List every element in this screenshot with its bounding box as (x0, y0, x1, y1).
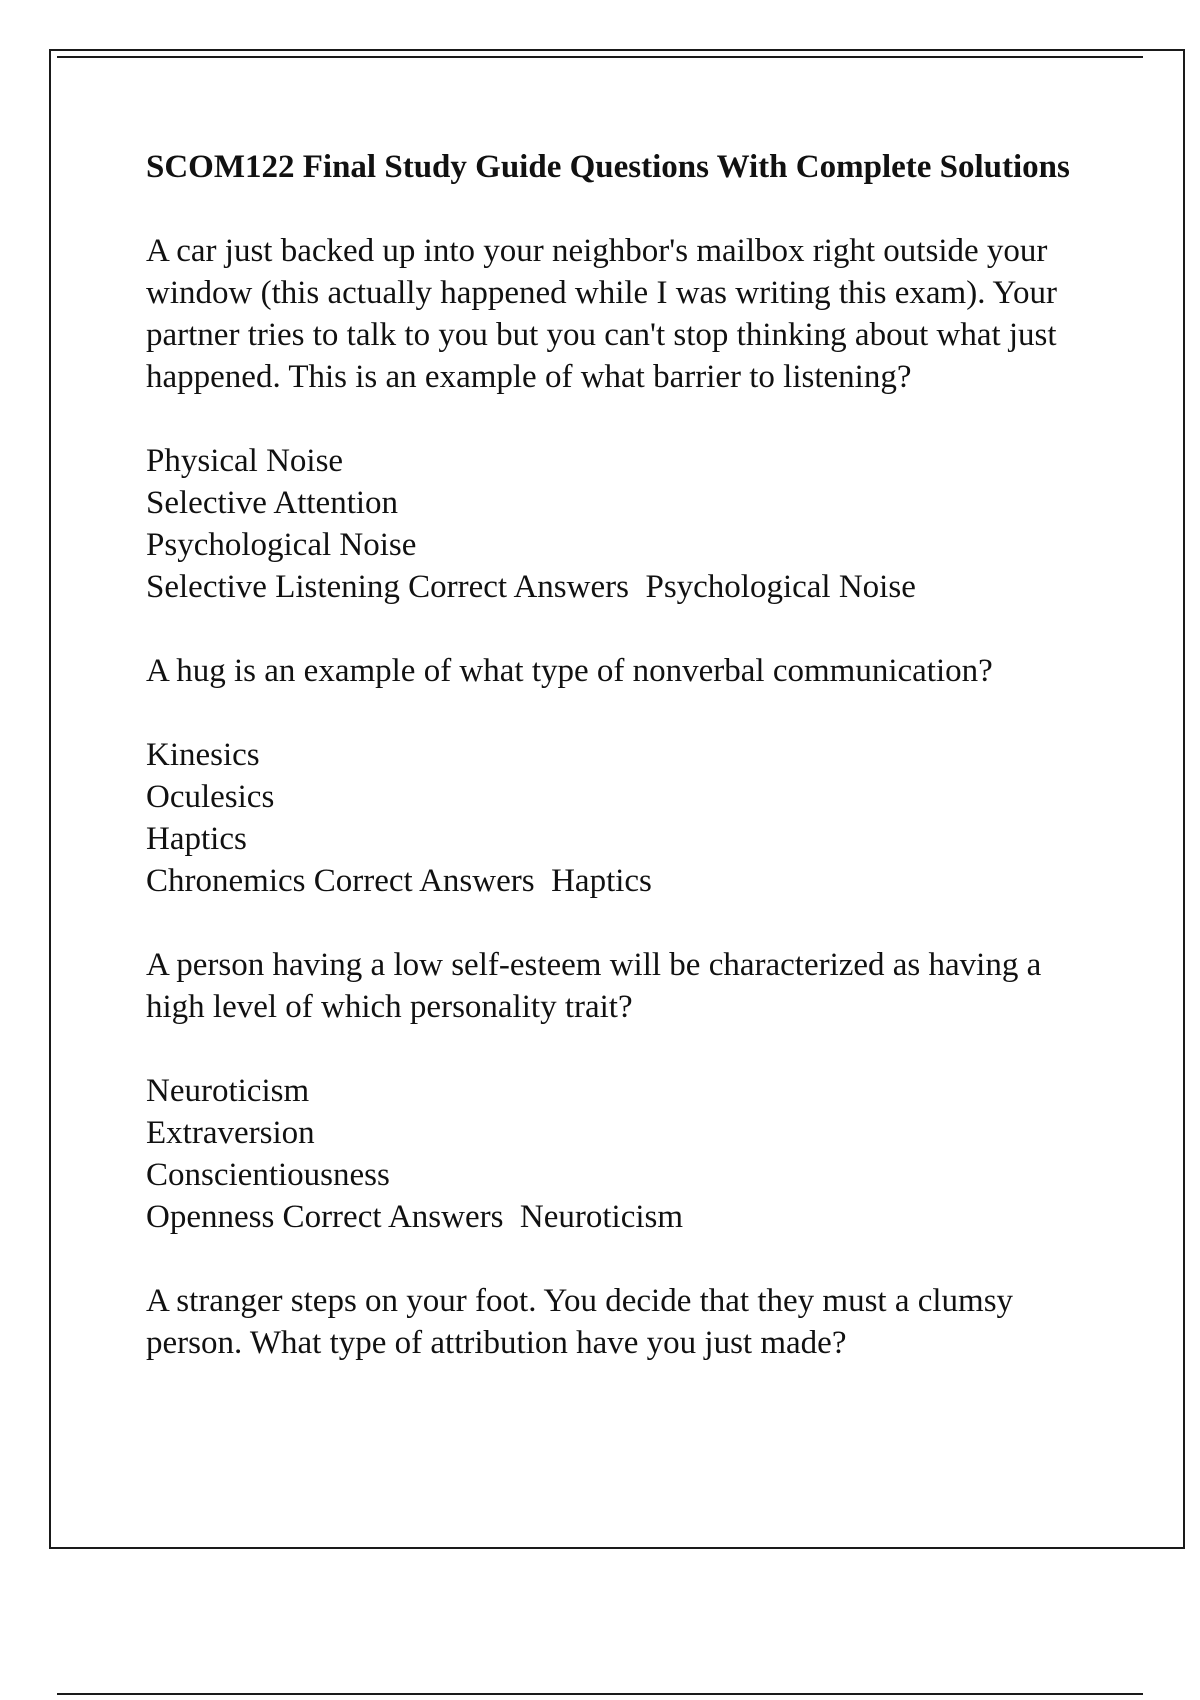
question-block (146, 650, 1106, 902)
answer-options (146, 1070, 1106, 1238)
option: Selective Attention (146, 485, 399, 521)
option: Haptics (146, 821, 247, 857)
bottom-rule (57, 1693, 1143, 1695)
option-with-correct-answer: Openness Correct Answers Neuroticism (146, 1199, 684, 1235)
question-block (146, 230, 1106, 608)
document-title: SCOM122 Final Study Guide Questions With Complete Solutions (146, 149, 1070, 185)
option: Conscientiousness (146, 1157, 390, 1193)
document-content (146, 146, 1106, 1406)
question-text: A stranger steps on your foot. You decide that they must a clumsy person. What type of attribution have you just made? (146, 1283, 1014, 1361)
option: Psychological Noise (146, 527, 417, 563)
answer-options (146, 440, 1106, 608)
answer-options (146, 734, 1106, 902)
question-block (146, 944, 1106, 1238)
question-text: A car just backed up into your neighbor's mailbox right outside your window (this actually happened while I was writing this exam). Your partner tries to talk to you but you can't stop thinking about what just happened. This is an example of what barrier to listening? (146, 233, 1058, 395)
option-with-correct-answer: Chronemics Correct Answers Haptics (146, 863, 652, 899)
option: Physical Noise (146, 443, 344, 479)
option: Extraversion (146, 1115, 315, 1151)
option: Kinesics (146, 737, 260, 773)
question-text: A person having a low self-esteem will be characterized as having a high level of which personality trait? (146, 947, 1042, 1025)
option-with-correct-answer: Selective Listening Correct Answers Psychological Noise (146, 569, 916, 605)
option: Oculesics (146, 779, 275, 815)
question-block (146, 1280, 1106, 1364)
question-text: A hug is an example of what type of nonverbal communication? (146, 653, 993, 689)
option: Neuroticism (146, 1073, 310, 1109)
